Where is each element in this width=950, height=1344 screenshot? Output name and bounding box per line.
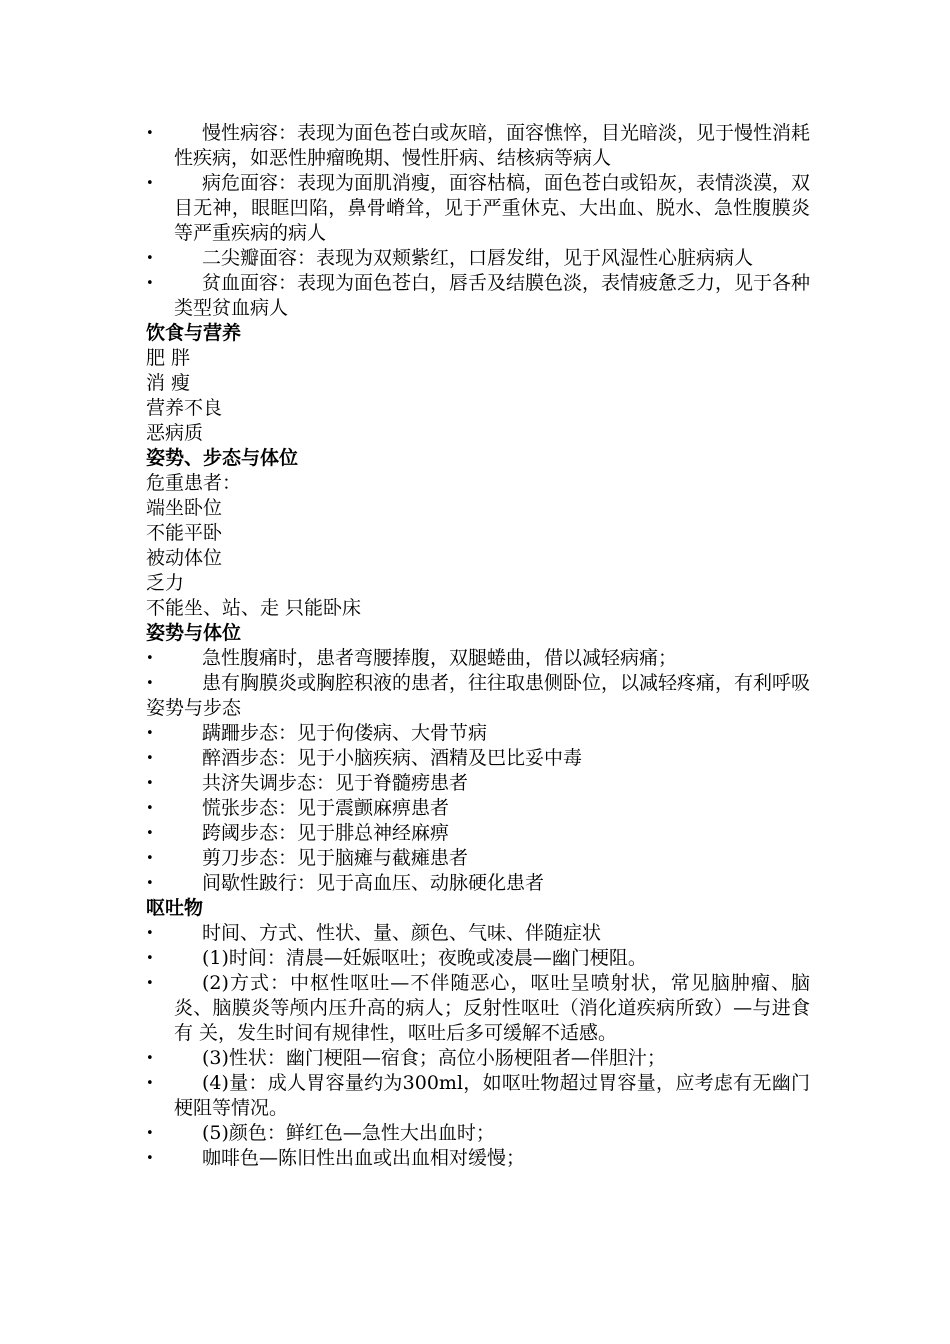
list-item: • 病危面容：表现为面肌消瘦，面容枯槁，面色苍白或铅灰，表情淡漠，双目无神，眼眶凹陷，鼻骨嵴耸，见于严重休克、大出血、脱水、急性腹膜炎等严重疾病的病人 xyxy=(146,172,811,244)
section-heading-posture-position: 姿势与体位 xyxy=(146,622,242,644)
bullet-marker: • xyxy=(146,1076,154,1091)
bullet-marker: • xyxy=(146,1151,154,1166)
text-line: 恶病质 xyxy=(146,422,204,444)
bullet-marker: • xyxy=(146,176,154,191)
bullet-marker: • xyxy=(146,976,154,991)
list-item: • (1)时间：清晨—妊娠呕吐；夜晚或凌晨—幽门梗阻。 xyxy=(146,947,647,969)
list-item: • (2)方式：中枢性呕吐—不伴随恶心，呕吐呈喷射状，常见脑肿瘤、脑炎、脑膜炎等颅内压升高的病人；反射性呕吐（消化道疾病所致）—与进食有 关，发生时间有规律性，呕吐后多可缓解不适感。 xyxy=(146,972,810,1044)
text-line: 营养不良 xyxy=(146,397,223,419)
text-line: 消 瘦 xyxy=(146,372,191,394)
text-line: 不能平卧 xyxy=(146,522,223,544)
bullet-marker: • xyxy=(146,776,154,791)
bullet-marker: • xyxy=(146,876,154,891)
bullet-marker: • xyxy=(146,826,154,841)
list-item: • (3)性状：幽门梗阻—宿食；高位小肠梗阻者—伴胆汁； xyxy=(146,1047,666,1069)
bullet-marker: • xyxy=(146,276,154,291)
list-item: • 贫血面容：表现为面色苍白，唇舌及结膜色淡，表情疲惫乏力，见于各种类型贫血病人 xyxy=(146,272,811,319)
bullet-marker: • xyxy=(146,651,154,666)
bullet-marker: • xyxy=(146,751,154,766)
bullet-marker: • xyxy=(146,126,154,141)
bullet-marker: • xyxy=(146,801,154,816)
section-heading-posture-gait: 姿势、步态与体位 xyxy=(146,447,299,469)
section-heading-vomit: 呕吐物 xyxy=(146,897,204,919)
list-item: • 急性腹痛时，患者弯腰捧腹，双腿蜷曲，借以减轻病痛； xyxy=(146,647,678,669)
text-line: 被动体位 xyxy=(146,547,223,569)
bullet-marker: • xyxy=(146,1051,154,1066)
list-item: • 跨阈步态：见于腓总神经麻痹 xyxy=(146,822,450,844)
bullet-marker: • xyxy=(146,726,154,741)
list-item: • 蹒跚步态：见于佝偻病、大骨节病 xyxy=(146,722,488,744)
list-item: • 慌张步态：见于震颤麻痹患者 xyxy=(146,797,450,819)
bullet-marker: • xyxy=(146,926,154,941)
list-item: • 剪刀步态：见于脑瘫与截瘫患者 xyxy=(146,847,469,869)
bullet-marker: • xyxy=(146,251,154,266)
section-heading-nutrition: 饮食与营养 xyxy=(146,322,242,344)
list-item: • 时间、方式、性状、量、颜色、气味、伴随症状 xyxy=(146,922,602,944)
document-page xyxy=(146,121,810,1171)
list-item: • 二尖瓣面容：表现为双颊紫红，口唇发绀，见于风湿性心脏病病人 xyxy=(146,247,754,269)
list-item: • (5)颜色：鲜红色—急性大出血时； xyxy=(146,1122,495,1144)
text-line: 乏力 xyxy=(146,572,185,594)
subsection-heading-gait: 姿势与步态 xyxy=(146,697,242,719)
bullet-marker: • xyxy=(146,676,154,691)
bullet-marker: • xyxy=(146,1126,154,1141)
text-line: 危重患者： xyxy=(146,472,242,494)
list-item: • 咖啡色—陈旧性出血或出血相对缓慢； xyxy=(146,1147,526,1169)
text-line: 不能坐、站、走 只能卧床 xyxy=(146,597,362,619)
list-item: • 共济失调步态：见于脊髓痨患者 xyxy=(146,772,469,794)
bullet-marker: • xyxy=(146,851,154,866)
list-item: • (4)量：成人胃容量约为300ml，如呕吐物超过胃容量，应考虑有无幽门梗阻等情况。 xyxy=(146,1072,810,1119)
list-item: • 间歇性跛行：见于高血压、动脉硬化患者 xyxy=(146,872,545,894)
list-item: • 患有胸膜炎或胸腔积液的患者，往往取患侧卧位，以减轻疼痛，有利呼吸 xyxy=(146,672,811,694)
list-item: • 醉酒步态：见于小脑疾病、酒精及巴比妥中毒 xyxy=(146,747,583,769)
list-item: • 慢性病容：表现为面色苍白或灰暗，面容憔悴，目光暗淡，见于慢性消耗性疾病，如恶性肿瘤晚期、慢性肝病、结核病等病人 xyxy=(146,122,811,169)
bullet-marker: • xyxy=(146,951,154,966)
text-line: 肥 胖 xyxy=(146,347,191,369)
text-line: 端坐卧位 xyxy=(146,497,223,519)
